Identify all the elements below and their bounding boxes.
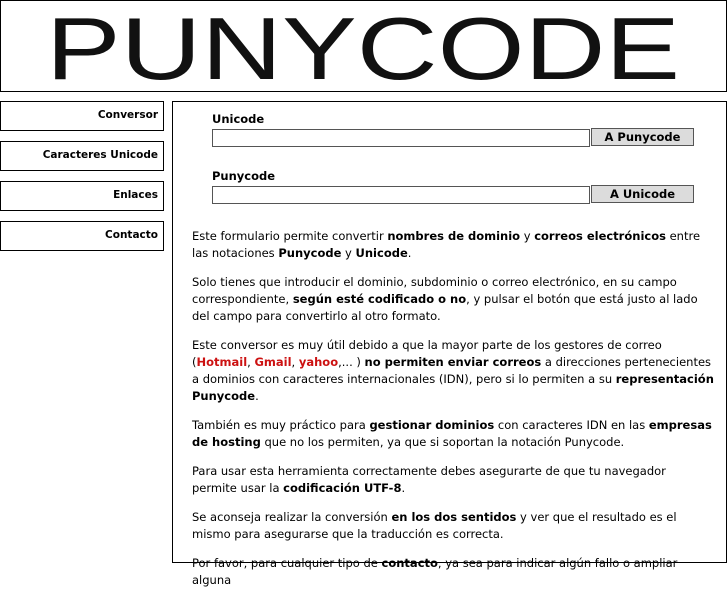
logo-text: PUNYCODE — [46, 0, 680, 98]
punycode-input[interactable] — [212, 186, 590, 204]
yahoo-link[interactable]: yahoo — [298, 355, 339, 369]
paragraph-encoding: Para usar esta herramienta correctamente debes asegurarte de que tu navegador permite usar la codificación UTF-8. — [192, 464, 666, 495]
hotmail-link[interactable]: Hotmail — [196, 355, 248, 369]
paragraph-usefulness: Este conversor es muy útil debido a que la mayor parte de los gestores de correo (Hotmail, Gmail, yahoo,... ) no permiten enviar correos a direcciones pertenecientes a dominios con caracteres internacionales (IDN), pero si lo permiten a su representación Punycode. — [192, 338, 714, 403]
sidebar-item-label: Conversor — [97, 109, 158, 121]
to-unicode-button[interactable]: A Unicode — [591, 185, 694, 203]
unicode-label: Unicode — [212, 112, 265, 126]
description-text — [192, 228, 714, 601]
sidebar-item-label: Contacto — [105, 229, 158, 241]
sidebar-item-caracteres-unicode[interactable] — [0, 141, 164, 171]
sidebar-item-contacto[interactable] — [0, 221, 164, 251]
to-punycode-button[interactable]: A Punycode — [591, 128, 694, 146]
site-header — [0, 0, 727, 98]
paragraph-instructions: Solo tienes que introducir el dominio, subdominio o correo electrónico, en su campo correspondiente, según esté codificado o no, y pulsar el botón que está justo al lado del campo para convertirlo al otro formato. — [192, 275, 698, 323]
paragraph-hosting: También es muy práctico para gestionar dominios con caracteres IDN en las empresas de hosting que no los permiten, ya que si soportan la notación Punycode. — [192, 418, 712, 449]
paragraph-verify: Se aconseja realizar la conversión en los dos sentidos y ver que el resultado es el mismo para asegurarse que la traducción es correcta. — [192, 510, 677, 541]
gmail-link[interactable]: Gmail — [254, 355, 292, 369]
main-panel — [172, 101, 727, 587]
sidebar-item-label: Caracteres Unicode — [42, 149, 158, 161]
sidebar-item-label: Enlaces — [113, 189, 158, 201]
unicode-input[interactable] — [212, 129, 590, 147]
contact-link[interactable]: contacto — [381, 556, 438, 570]
site-logo[interactable] — [1, 0, 726, 98]
sidebar-item-enlaces[interactable] — [0, 181, 164, 211]
punycode-label: Punycode — [212, 169, 276, 183]
sidebar-item-conversor[interactable] — [0, 101, 164, 131]
paragraph-contact: Por favor, para cualquier tipo de contacto, ya sea para indicar algún fallo o ampliar alguna — [192, 556, 678, 587]
paragraph-intro: Este formulario permite convertir nombres de dominio y correos electrónicos entre las notaciones Punycode y Unicode. — [192, 229, 701, 260]
